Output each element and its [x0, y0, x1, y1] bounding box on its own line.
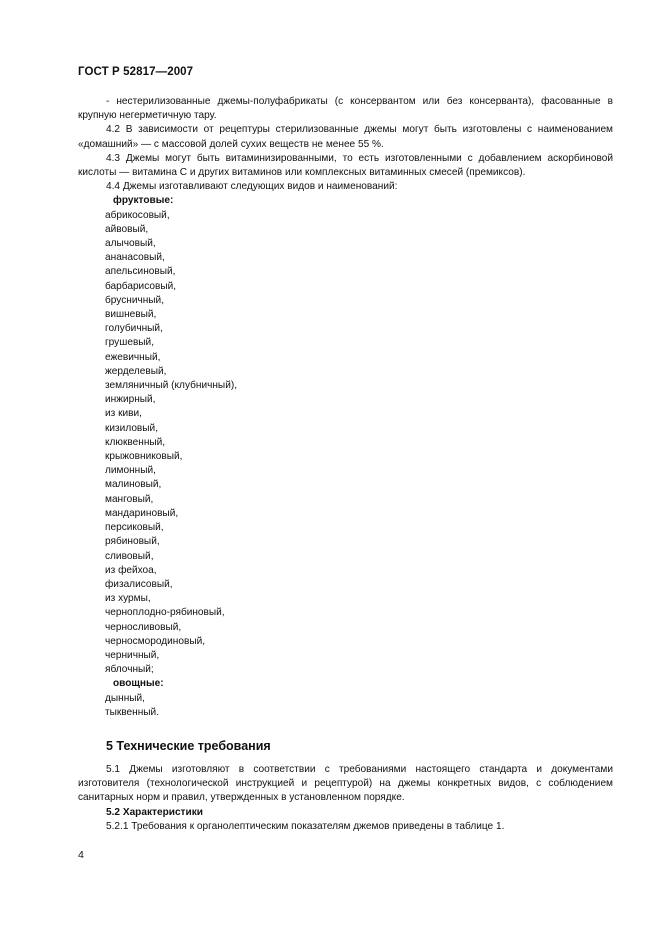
fruit-list-item: физалисовый, [105, 578, 173, 590]
fruit-list-item: айвовый, [105, 223, 149, 235]
document-header: ГОСТ Р 52817—2007 [78, 66, 194, 78]
fruit-list-item: из хурмы, [105, 593, 151, 605]
fruit-list-item: из фейхоа, [105, 564, 157, 576]
fruit-list-item: манговый, [105, 493, 154, 505]
paragraph-bullet: - нестерилизованные джемы-полуфабрикаты (с консервантом или без консерванта), фасованные в крупную негерметичную тару. [78, 96, 613, 122]
veg-list-item: дынный, [105, 692, 145, 704]
fruit-list-item: барбарисовый, [105, 280, 177, 292]
fruit-list-item: голубичный, [105, 323, 163, 335]
fruit-list-item: абрикосовый, [105, 209, 170, 221]
section-5-title: 5 Технические требования [106, 738, 271, 753]
paragraph-5-1: 5.1 Джемы изготовляют в соответствии с требованиями настоящего стандарта и документами изготовителя (технологической инструкцией и рецептурой) на джемы конкретных видов, с соблюдением санитарных норм и правил, утвержденных в установленном порядке. [78, 763, 613, 804]
fruit-list-item: апельсиновый, [105, 266, 176, 278]
fruit-list-item: вишневый, [105, 309, 157, 321]
paragraph-4-2: 4.2 В зависимости от рецептуры стерилизованные джемы могут быть изготовлены с наименованием «домашний» — с массовой долей сухих веществ не менее 55 %. [78, 124, 613, 150]
fruit-list-item: земляничный (клубничный), [105, 380, 237, 392]
fruit-list-item: малиновый, [105, 479, 162, 491]
paragraph-5-2-1: 5.2.1 Требования к органолептическим показателям джемов приведены в таблице 1. [106, 820, 505, 832]
fruit-list-item: инжирный, [105, 394, 156, 406]
fruit-list [78, 209, 613, 678]
fruit-heading: фруктовые: [113, 195, 174, 207]
fruit-list-item: кизиловый, [105, 422, 158, 434]
paragraph-4-3: 4.3 Джемы могут быть витаминизированными, то есть изготовленными с добавлением аскорбиновой кислоты — витамина С и других витаминов или комплексных витаминных смесей (премиксов). [78, 152, 613, 179]
fruit-list-item: грушевый, [105, 337, 154, 349]
fruit-list-item: черносмородиновый, [105, 635, 206, 647]
fruit-list-item: клюквенный, [105, 436, 166, 448]
fruit-list-item: лимонный, [105, 465, 156, 477]
fruit-list-item: черноплодно-рябиновый, [105, 607, 225, 619]
fruit-list-item: из киви, [105, 408, 142, 420]
fruit-list-item: персиковый, [105, 522, 164, 534]
fruit-list-item: жерделевый, [105, 365, 167, 377]
veg-list [78, 692, 613, 720]
fruit-list-item: черносливовый, [105, 621, 182, 633]
fruit-list-item: алычовый, [105, 238, 156, 250]
fruit-list-item: ежевичный, [105, 351, 161, 363]
subsection-5-2-heading: 5.2 Характеристики [106, 806, 203, 818]
fruit-list-item: крыжовниковый, [105, 451, 183, 463]
paragraph-4-4: 4.4 Джемы изготавливают следующих видов и наименований: [106, 181, 398, 193]
fruit-list-item: мандариновый, [105, 507, 179, 519]
veg-heading: овощные: [113, 678, 164, 690]
fruit-list-item: сливовый, [105, 550, 154, 562]
veg-list-item: тыквенный. [105, 706, 160, 718]
fruit-list-item: черничный, [105, 649, 160, 661]
page-number: 4 [78, 849, 84, 861]
fruit-list-item: брусничный, [105, 294, 165, 306]
fruit-list-item: яблочный; [105, 664, 154, 676]
fruit-list-item: ананасовый, [105, 252, 165, 264]
fruit-list-item: рябиновый, [105, 536, 160, 548]
document-body [78, 95, 613, 834]
